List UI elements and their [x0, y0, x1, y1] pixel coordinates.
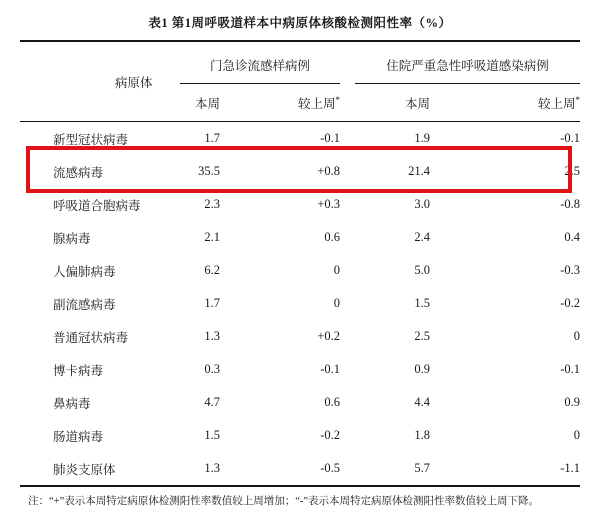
gap-cell	[340, 452, 355, 486]
header-group-row	[20, 41, 580, 84]
col-group-hospitalized-sari: 住院严重急性呼吸道感染病例	[355, 41, 580, 84]
ili-vs-last-week-cell: 0	[333, 296, 341, 310]
pathogen-cell: 肺炎支原体	[53, 462, 116, 477]
subcol-label: 本周	[194, 96, 220, 111]
subcol-label: 本周	[405, 96, 431, 111]
ili-vs-last-week-cell: +0.3	[317, 197, 341, 211]
table-row	[20, 386, 580, 419]
ili-vs-last-week-cell: -0.5	[320, 461, 341, 475]
ili-this-week-cell: 1.3	[204, 461, 220, 475]
gap-cell	[340, 320, 355, 353]
col-group-outpatient-ili: 门急诊流感样病例	[180, 41, 340, 84]
pathogen-cell: 流感病毒	[53, 165, 104, 180]
gap-cell	[340, 122, 355, 156]
pathogen-cell: 肠道病毒	[53, 429, 104, 444]
sari-vs-last-week-cell: -0.1	[560, 131, 581, 145]
sari-this-week-cell: 21.4	[408, 164, 431, 178]
table-row	[20, 122, 580, 156]
table-row-highlighted	[20, 155, 580, 188]
sari-vs-last-week-cell: -0.8	[560, 197, 581, 211]
pathogen-cell: 人偏肺病毒	[53, 264, 116, 279]
table-row	[20, 188, 580, 221]
gap-cell	[340, 254, 355, 287]
sari-vs-last-week-cell: -0.1	[560, 362, 581, 376]
gap-cell	[340, 353, 355, 386]
sari-this-week-cell: 3.0	[414, 197, 431, 211]
sari-this-week-cell: 5.0	[414, 263, 431, 277]
subcol-sari-vs-last-week	[430, 84, 580, 122]
col-header-pathogen: 病原体	[20, 41, 180, 122]
sari-this-week-cell: 0.9	[414, 362, 431, 376]
pathogen-cell: 新型冠状病毒	[53, 132, 129, 147]
sari-this-week-cell: 1.8	[414, 428, 431, 442]
pathogen-cell: 副流感病毒	[53, 297, 116, 312]
gap-cell	[340, 221, 355, 254]
table-row	[20, 221, 580, 254]
sari-vs-last-week-cell: 0	[573, 329, 581, 343]
pathogen-positivity-table	[20, 40, 580, 487]
ili-this-week-cell: 2.3	[204, 197, 220, 211]
ili-vs-last-week-cell: -0.1	[320, 131, 341, 145]
sari-this-week-cell: 2.5	[414, 329, 431, 343]
table-row	[20, 254, 580, 287]
sari-vs-last-week-cell: -0.3	[560, 263, 581, 277]
ili-this-week-cell: 0.3	[204, 362, 220, 376]
header-gap	[340, 84, 355, 122]
gap-cell	[340, 155, 355, 188]
subcol-sari-this-week	[355, 84, 430, 122]
subcol-ili-this-week	[180, 84, 220, 122]
ili-this-week-cell: 1.3	[204, 329, 220, 343]
footnote-marker: *	[335, 94, 341, 105]
table-row	[20, 353, 580, 386]
ili-vs-last-week-cell: 0	[333, 263, 341, 277]
sari-vs-last-week-cell: -1.1	[560, 461, 581, 475]
gap-cell	[340, 419, 355, 452]
gap-cell	[340, 386, 355, 419]
ili-vs-last-week-cell: +0.8	[317, 164, 341, 178]
ili-this-week-cell: 35.5	[198, 164, 220, 178]
pathogen-cell: 博卡病毒	[53, 363, 104, 378]
table-row	[20, 419, 580, 452]
ili-vs-last-week-cell: -0.1	[320, 362, 341, 376]
sari-vs-last-week-cell: 0.9	[564, 395, 581, 409]
ili-this-week-cell: 4.7	[204, 395, 220, 409]
ili-this-week-cell: 1.7	[204, 296, 220, 310]
footnote-marker: *	[575, 94, 581, 105]
ili-this-week-cell: 2.1	[204, 230, 220, 244]
sari-this-week-cell: 1.9	[414, 131, 431, 145]
gap-cell	[340, 287, 355, 320]
header-gap	[340, 41, 355, 84]
gap-cell	[340, 188, 355, 221]
table-row	[20, 287, 580, 320]
subcol-label: 较上周	[298, 96, 336, 111]
sari-vs-last-week-cell: 0	[573, 428, 581, 442]
pathogen-cell: 普通冠状病毒	[53, 330, 129, 345]
footnote: 注：“+”表示本周特定病原体检测阳性率数值较上周增加；“-”表示本周特定病原体检测阳性率数值较上周下降。	[28, 496, 540, 507]
sari-this-week-cell: 1.5	[414, 296, 431, 310]
sari-vs-last-week-cell: -0.2	[560, 296, 581, 310]
subcol-label: 较上周	[538, 96, 576, 111]
sari-this-week-cell: 2.4	[414, 230, 431, 244]
sari-vs-last-week-cell: 0.4	[564, 230, 581, 244]
ili-vs-last-week-cell: 0.6	[324, 230, 341, 244]
sari-vs-last-week-cell: 2.5	[564, 164, 581, 178]
table-row	[20, 320, 580, 353]
ili-vs-last-week-cell: 0.6	[324, 395, 341, 409]
table-title: 表1 第1周呼吸道样本中病原体核酸检测阳性率（%）	[148, 16, 452, 30]
pathogen-cell: 腺病毒	[53, 231, 91, 246]
ili-vs-last-week-cell: -0.2	[320, 428, 341, 442]
sari-this-week-cell: 4.4	[414, 395, 431, 409]
ili-this-week-cell: 1.5	[204, 428, 220, 442]
subcol-ili-vs-last-week	[220, 84, 340, 122]
pathogen-cell: 呼吸道合胞病毒	[53, 198, 141, 213]
ili-vs-last-week-cell: +0.2	[317, 329, 341, 343]
ili-this-week-cell: 1.7	[204, 131, 220, 145]
pathogen-cell: 鼻病毒	[53, 396, 91, 411]
ili-this-week-cell: 6.2	[204, 263, 220, 277]
table-row	[20, 452, 580, 486]
sari-this-week-cell: 5.7	[414, 461, 431, 475]
